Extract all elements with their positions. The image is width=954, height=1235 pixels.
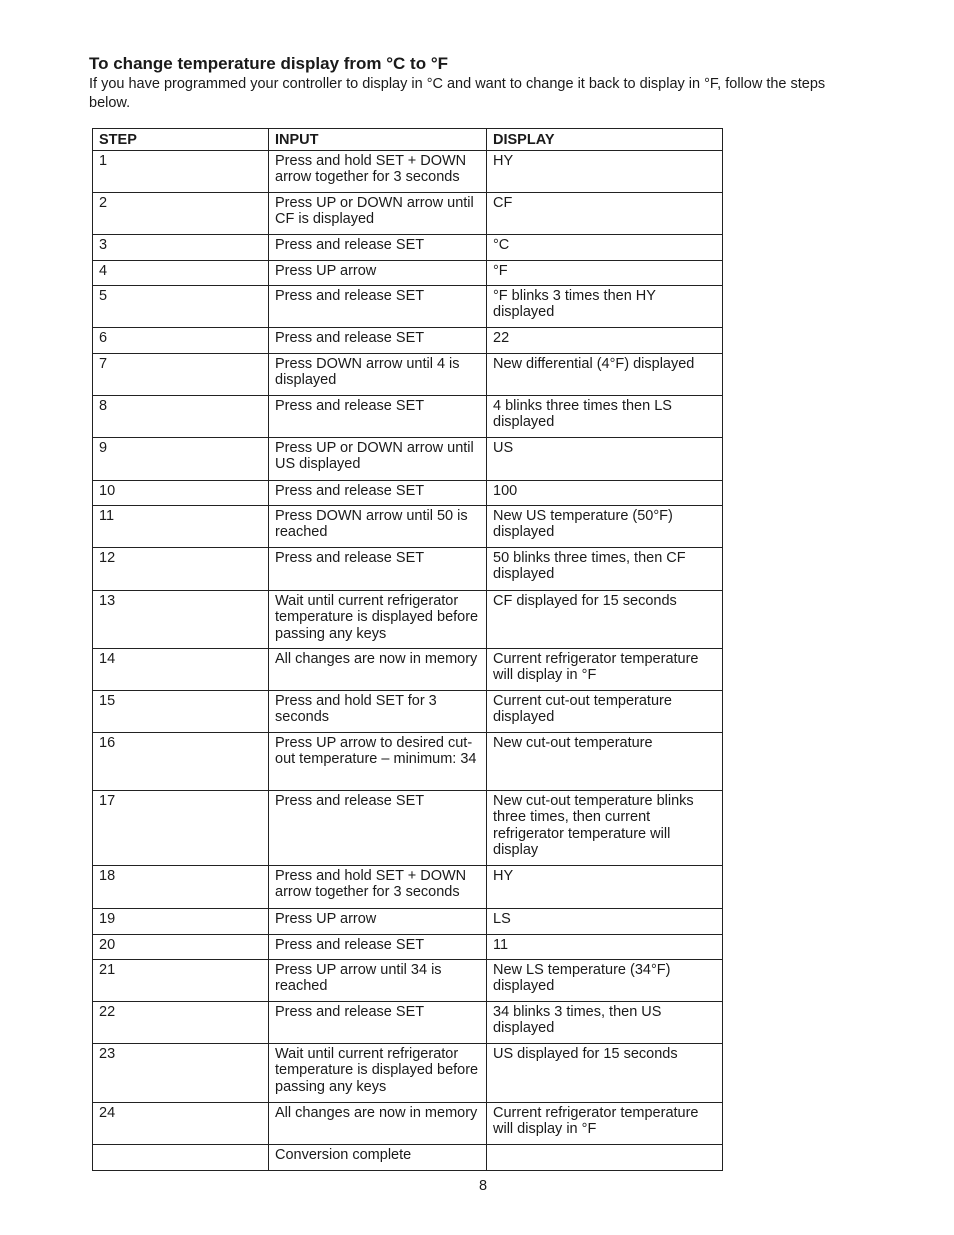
display-cell <box>487 1144 723 1170</box>
step-cell: 13 <box>93 590 269 648</box>
display-cell: 22 <box>487 327 723 353</box>
input-cell: Wait until current refrigerator temperature is displayed before passing any keys <box>269 1043 487 1102</box>
display-cell: 11 <box>487 934 723 959</box>
table-row <box>93 1144 723 1170</box>
table-row <box>93 547 723 590</box>
table-row <box>93 590 723 648</box>
step-cell: 2 <box>93 192 269 234</box>
header-input: INPUT <box>269 129 487 151</box>
step-cell: 6 <box>93 327 269 353</box>
input-cell: Press DOWN arrow until 4 is displayed <box>269 353 487 395</box>
step-cell: 3 <box>93 234 269 260</box>
step-cell: 7 <box>93 353 269 395</box>
input-cell: Press UP arrow <box>269 908 487 934</box>
table-row <box>93 353 723 395</box>
step-cell: 10 <box>93 480 269 505</box>
input-cell: All changes are now in memory <box>269 1102 487 1144</box>
table-row <box>93 908 723 934</box>
step-cell: 23 <box>93 1043 269 1102</box>
table-row <box>93 732 723 790</box>
input-cell: Press and release SET <box>269 395 487 437</box>
input-cell: Press and release SET <box>269 234 487 260</box>
display-cell: Current refrigerator temperature will display in °F <box>487 648 723 690</box>
table-row <box>93 1043 723 1102</box>
display-cell: 34 blinks 3 times, then US displayed <box>487 1001 723 1043</box>
input-cell: Press and release SET <box>269 285 487 327</box>
step-cell: 11 <box>93 505 269 547</box>
display-cell: °F <box>487 260 723 285</box>
input-cell: Press and release SET <box>269 1001 487 1043</box>
display-cell: New cut-out temperature blinks three times, then current refrigerator temperature will display <box>487 790 723 865</box>
display-cell: New US temperature (50°F) displayed <box>487 505 723 547</box>
display-cell: Current cut-out temperature displayed <box>487 690 723 732</box>
display-cell: 100 <box>487 480 723 505</box>
step-cell: 18 <box>93 865 269 908</box>
table-row <box>93 505 723 547</box>
display-cell: New differential (4°F) displayed <box>487 353 723 395</box>
intro-paragraph: If you have programmed your controller to display in °C and want to change it back to display in °F, follow the steps below. <box>89 76 826 111</box>
input-cell: Press and hold SET + DOWN arrow together for 3 seconds <box>269 150 487 192</box>
step-cell: 24 <box>93 1102 269 1144</box>
input-cell: Press and release SET <box>269 934 487 959</box>
table-row <box>93 437 723 480</box>
input-cell: Press UP or DOWN arrow until CF is displayed <box>269 192 487 234</box>
header-display: DISPLAY <box>487 129 723 151</box>
table-row <box>93 260 723 285</box>
table-row <box>93 865 723 908</box>
header-step: STEP <box>93 129 269 151</box>
input-cell: Conversion complete <box>269 1144 487 1170</box>
display-cell: HY <box>487 150 723 192</box>
table-row <box>93 285 723 327</box>
table-body <box>93 150 723 1170</box>
display-cell: °F blinks 3 times then HY displayed <box>487 285 723 327</box>
page-heading: To change temperature display from °C to °F <box>89 54 449 73</box>
step-cell: 14 <box>93 648 269 690</box>
display-cell: Current refrigerator temperature will display in °F <box>487 1102 723 1144</box>
table-row <box>93 1102 723 1144</box>
step-cell: 20 <box>93 934 269 959</box>
step-cell: 9 <box>93 437 269 480</box>
table-header-row <box>93 129 723 151</box>
input-cell: All changes are now in memory <box>269 648 487 690</box>
display-cell: New cut-out temperature <box>487 732 723 790</box>
input-cell: Press and release SET <box>269 547 487 590</box>
display-cell: CF <box>487 192 723 234</box>
input-cell: Press and hold SET + DOWN arrow together for 3 seconds <box>269 865 487 908</box>
step-cell <box>93 1144 269 1170</box>
step-cell: 5 <box>93 285 269 327</box>
input-cell: Press and hold SET for 3 seconds <box>269 690 487 732</box>
table-row <box>93 790 723 865</box>
step-cell: 4 <box>93 260 269 285</box>
page-number: 8 <box>478 1178 488 1194</box>
step-cell: 15 <box>93 690 269 732</box>
input-cell: Wait until current refrigerator temperature is displayed before passing any keys <box>269 590 487 648</box>
step-cell: 12 <box>93 547 269 590</box>
input-cell: Press and release SET <box>269 480 487 505</box>
display-cell: 50 blinks three times, then CF displayed <box>487 547 723 590</box>
input-cell: Press and release SET <box>269 790 487 865</box>
input-cell: Press DOWN arrow until 50 is reached <box>269 505 487 547</box>
display-cell: US displayed for 15 seconds <box>487 1043 723 1102</box>
input-cell: Press UP arrow <box>269 260 487 285</box>
step-cell: 21 <box>93 959 269 1001</box>
display-cell: LS <box>487 908 723 934</box>
display-cell: New LS temperature (34°F) displayed <box>487 959 723 1001</box>
step-cell: 1 <box>93 150 269 192</box>
table-row <box>93 959 723 1001</box>
step-cell: 8 <box>93 395 269 437</box>
input-cell: Press UP or DOWN arrow until US displayed <box>269 437 487 480</box>
input-cell: Press UP arrow to desired cut-out temperature – minimum: 34 <box>269 732 487 790</box>
table-row <box>93 395 723 437</box>
steps-table <box>92 128 723 1171</box>
input-cell: Press UP arrow until 34 is reached <box>269 959 487 1001</box>
display-cell: CF displayed for 15 seconds <box>487 590 723 648</box>
display-cell: US <box>487 437 723 480</box>
step-cell: 19 <box>93 908 269 934</box>
table-row <box>93 150 723 192</box>
step-cell: 22 <box>93 1001 269 1043</box>
input-cell: Press and release SET <box>269 327 487 353</box>
step-cell: 16 <box>93 732 269 790</box>
display-cell: °C <box>487 234 723 260</box>
table-row <box>93 234 723 260</box>
table-row <box>93 934 723 959</box>
table-row <box>93 480 723 505</box>
table-row <box>93 1001 723 1043</box>
table-row <box>93 690 723 732</box>
step-cell: 17 <box>93 790 269 865</box>
table-row <box>93 327 723 353</box>
display-cell: HY <box>487 865 723 908</box>
table-row <box>93 192 723 234</box>
table-row <box>93 648 723 690</box>
display-cell: 4 blinks three times then LS displayed <box>487 395 723 437</box>
